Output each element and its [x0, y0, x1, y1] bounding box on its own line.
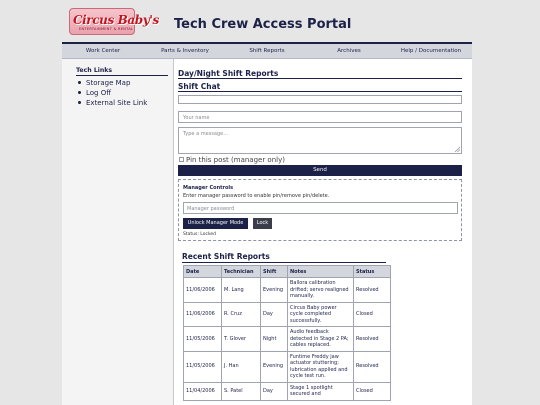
sidebar-links [76, 78, 147, 108]
col-header-technician: Technician [222, 266, 261, 278]
sidebar-item-log-off[interactable] [76, 88, 147, 98]
col-header-date: Date [184, 266, 222, 278]
cell-status: Resolved [354, 351, 391, 382]
bullet-icon [78, 81, 81, 84]
nav-shift-reports[interactable]: Shift Reports [249, 48, 285, 54]
message-placeholder: Type a message... [183, 131, 228, 137]
table-row [184, 278, 391, 303]
cell-technician: R. Cruz [222, 302, 261, 327]
shift-reports-table [183, 265, 391, 401]
heading-divider [178, 78, 462, 79]
resize-handle-icon[interactable] [455, 147, 460, 152]
cell-shift: Day [261, 382, 288, 400]
send-button[interactable]: Send [178, 165, 462, 176]
sidebar-item-label: External Site Link [86, 99, 148, 107]
cell-date: 11/04/2006 [184, 382, 222, 400]
message-textarea[interactable] [178, 127, 462, 154]
cell-shift: Evening [261, 351, 288, 382]
cell-status: Closed [354, 382, 391, 400]
chat-log[interactable] [178, 95, 462, 104]
col-header-shift: Shift [261, 266, 288, 278]
table-header-row [184, 266, 391, 278]
pin-checkbox[interactable] [179, 157, 184, 162]
logo[interactable] [69, 8, 159, 35]
section-heading: Day/Night Shift Reports [178, 69, 279, 78]
manager-password-input[interactable] [183, 202, 458, 214]
logo-text: Circus Baby's [73, 13, 159, 27]
cell-notes: Stage 1 spotlight secured and [288, 382, 354, 400]
top-nav [62, 42, 472, 59]
cell-notes: Ballora calibration drifted; servo realigned manually. [288, 278, 354, 303]
manager-controls [178, 179, 462, 241]
name-input[interactable] [178, 111, 462, 123]
table-row [184, 351, 391, 382]
lock-button[interactable]: Lock [253, 218, 272, 229]
cell-date: 11/06/2006 [184, 278, 222, 303]
cell-shift: Day [261, 302, 288, 327]
table-row [184, 382, 391, 400]
cell-status: Resolved [354, 278, 391, 303]
pin-row [178, 156, 462, 164]
sidebar-item-label: Storage Map [86, 79, 131, 87]
nav-archives[interactable]: Archives [337, 48, 361, 54]
sidebar-item-external-site-link[interactable] [76, 98, 147, 108]
sidebar-heading: Tech Links [76, 67, 168, 76]
sidebar-item-label: Log Off [86, 89, 112, 97]
cell-technician: S. Patel [222, 382, 261, 400]
nav-work-center[interactable]: Work Center [85, 48, 121, 54]
cell-notes: Audio feedback detected in Stage 2 PA; cables replaced. [288, 327, 354, 352]
logo-subtext: ENTERTAINMENT & RENTAL [79, 27, 134, 31]
sidebar-item-storage-map[interactable] [76, 78, 147, 88]
cell-date: 11/06/2006 [184, 302, 222, 327]
cell-technician: T. Glover [222, 327, 261, 352]
recent-reports-heading: Recent Shift Reports [182, 252, 270, 261]
header [62, 0, 472, 42]
cell-notes: Circus Baby power cycle completed successfully. [288, 302, 354, 327]
nav-parts-inventory[interactable]: Parts & Inventory [161, 48, 209, 54]
cell-status: Resolved [354, 327, 391, 352]
bullet-icon [78, 101, 81, 104]
unlock-manager-button[interactable]: Unlock Manager Mode [183, 218, 248, 229]
manager-controls-description: Enter manager password to enable pin/remove pin/delete. [183, 193, 330, 199]
page-title: Tech Crew Access Portal [174, 17, 352, 32]
chat-divider [178, 91, 462, 92]
chat-heading: Shift Chat [178, 82, 221, 91]
cell-shift: Night [261, 327, 288, 352]
bullet-icon [78, 91, 81, 94]
name-placeholder: Your name [183, 115, 210, 121]
cell-technician: J. Han [222, 351, 261, 382]
cell-status: Closed [354, 302, 391, 327]
table-row [184, 327, 391, 352]
pin-label: Pin this post (manager only) [186, 156, 285, 164]
nav-help-documentation[interactable]: Help / Documentation [400, 48, 462, 54]
manager-controls-title: Manager Controls [183, 185, 234, 191]
cell-technician: M. Lang [222, 278, 261, 303]
col-header-notes: Notes [288, 266, 354, 278]
cell-notes: Funtime Freddy jaw actuator stuttering; lubrication applied and cycle test run. [288, 351, 354, 382]
recent-reports-divider [182, 262, 386, 263]
cell-shift: Evening [261, 278, 288, 303]
cell-date: 11/05/2006 [184, 327, 222, 352]
manager-status: Status: Locked [183, 232, 217, 237]
table-row [184, 302, 391, 327]
main-content [178, 59, 472, 405]
manager-password-placeholder: Manager password [187, 206, 235, 212]
col-header-status: Status [354, 266, 391, 278]
cell-date: 11/05/2006 [184, 351, 222, 382]
sidebar [62, 59, 174, 405]
content-area [62, 59, 472, 405]
